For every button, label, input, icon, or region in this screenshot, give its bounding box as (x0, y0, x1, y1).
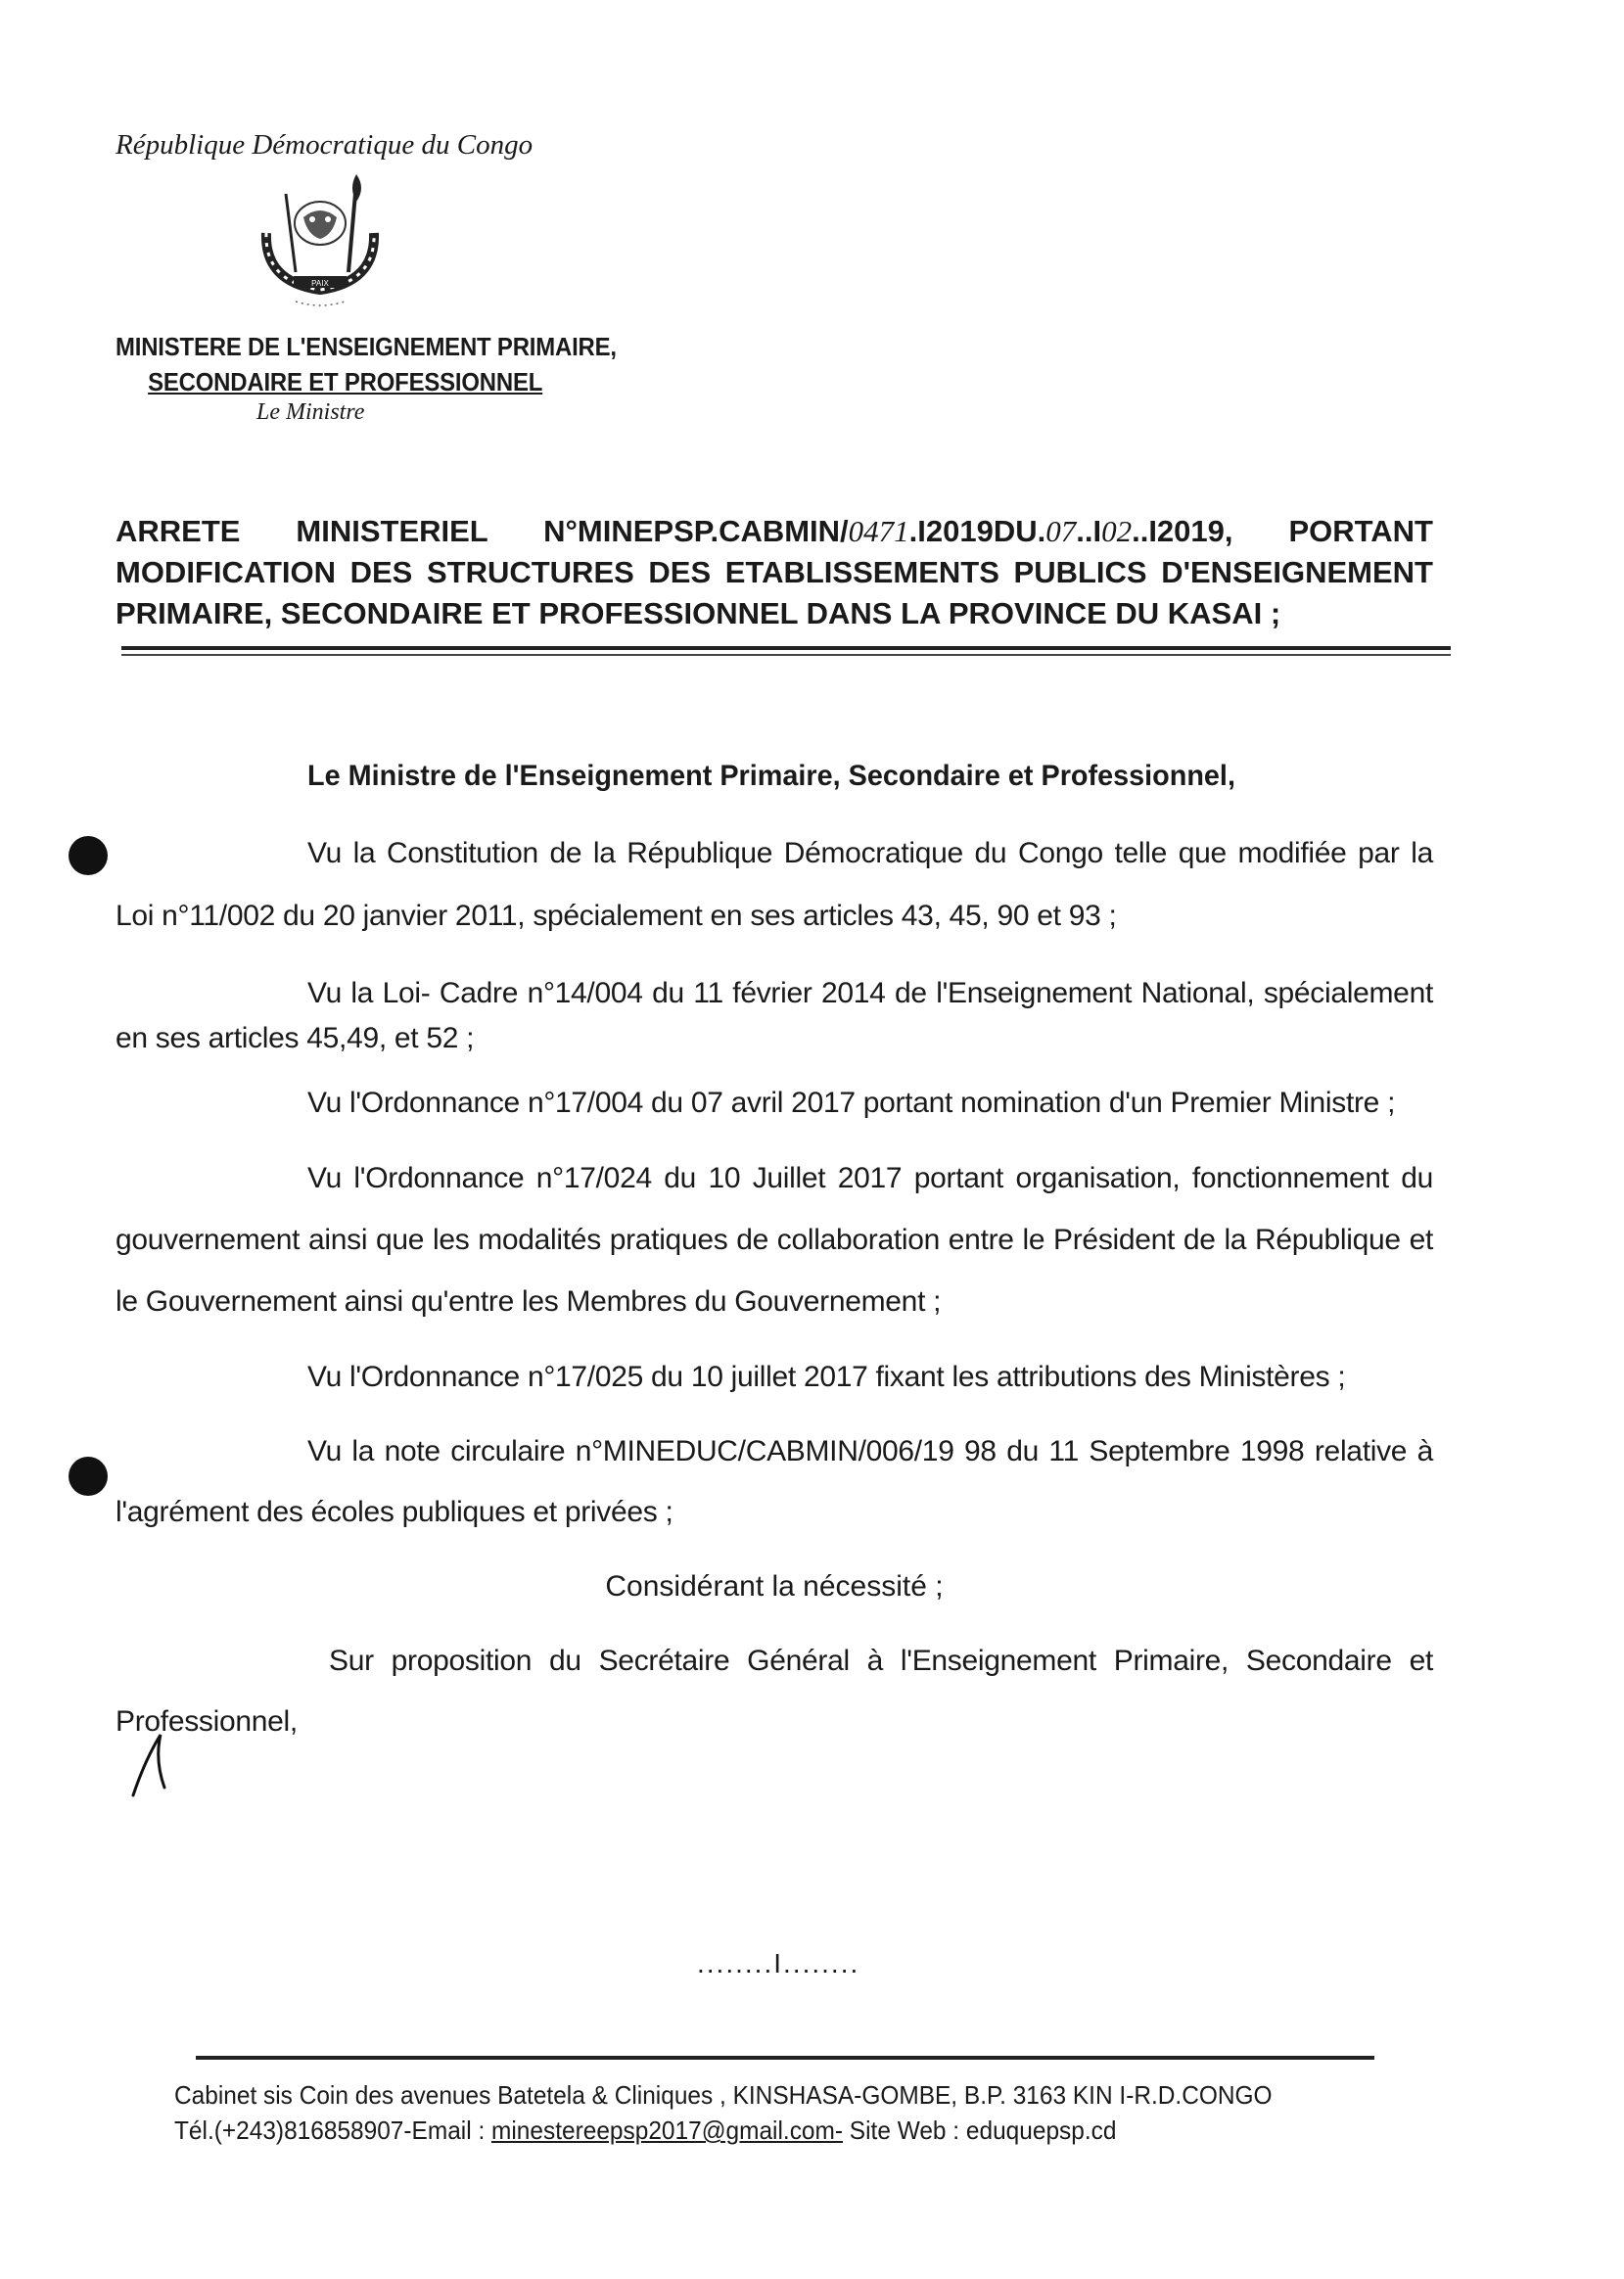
handwritten-day: 07 (1045, 514, 1077, 548)
footer-contact (174, 2077, 1273, 2148)
ministry-name (116, 329, 617, 399)
paragraph-ordonnance-024-text: Vu l'Ordonnance n°17/024 du 10 Juillet 2017 portant organisation, fonctionnement du gouvernement ainsi que les modalités pratiques de collaboration entre le Président de la République et le Gouvernement ainsi qu'entre les Membres du Gouvernement ; (116, 1162, 1433, 1318)
handwritten-initial-mark (125, 1731, 174, 1799)
paragraph-note-circulaire (116, 1421, 1433, 1543)
footer-email-link[interactable]: minestereepsp2017@gmail.com- (491, 2116, 844, 2145)
handwritten-number: 0471 (848, 514, 909, 548)
title-ref-mid: .I2019DU. (908, 514, 1046, 548)
title-line-1 (116, 511, 1433, 552)
minister-heading: Le Ministre de l'Enseignement Primaire, Secondaire et Professionnel, (307, 760, 1235, 792)
ministry-line-2: SECONDAIRE ET PROFESSIONNEL (148, 367, 543, 396)
paragraph-loi-cadre (116, 971, 1433, 1061)
ministry-line-1: MINISTERE DE L'ENSEIGNEMENT PRIMAIRE, (116, 332, 617, 361)
footer-rule (196, 2056, 1374, 2060)
footer-website: Site Web : eduquepsp.cd (843, 2116, 1117, 2145)
paragraph-ordonnance-025-text: Vu l'Ordonnance n°17/025 du 10 juillet 2017 fixant les attributions des Ministères ; (307, 1361, 1346, 1393)
title-line-3: PRIMAIRE, SECONDAIRE ET PROFESSIONNEL DANS LA PROVINCE DU KASAI ; (116, 596, 1281, 630)
svg-text:PAIX: PAIX (311, 279, 329, 288)
punch-hole-top (69, 836, 108, 875)
paragraph-constitution (116, 822, 1433, 948)
title-rule-thick (121, 646, 1451, 650)
title-rule-thin (121, 654, 1451, 656)
paragraph-proposition (116, 1631, 1433, 1752)
ministre-tag: Le Ministre (256, 399, 365, 425)
paragraph-constitution-text: Vu la Constitution de la République Démocratique du Congo telle que modifiée par la Loi n°11/002 du 20 janvier 2011, spécialement en ses articles 43, 45, 90 et 93 ; (116, 837, 1433, 932)
continuation-mark: ........I........ (697, 1948, 860, 1978)
paragraph-ordonnance-025 (116, 1355, 1433, 1400)
paragraph-note-circulaire-text: Vu la note circulaire n°MINEDUC/CABMIN/006/19 98 du 11 Septembre 1998 relative à l'agrément des écoles publiques et privées ; (116, 1435, 1433, 1528)
paragraph-ordonnance-024 (116, 1147, 1433, 1332)
republic-name: République Démocratique du Congo (116, 129, 534, 161)
coat-of-arms-emblem (247, 174, 394, 311)
title-ref-suffix: ..I2019, PORTANT (1132, 514, 1433, 548)
footer-contact-line (174, 2113, 1273, 2148)
footer-phone: Tél.(+243)816858907-Email : (174, 2116, 492, 2145)
paragraph-ordonnance-004 (116, 1081, 1433, 1126)
handwritten-month: 02 (1101, 514, 1133, 548)
paragraph-considerant: Considérant la nécessité ; (605, 1570, 944, 1603)
title-ref-prefix: ARRETE MINISTERIEL N°MINEPSP.CABMIN/ (116, 514, 849, 548)
decree-title (116, 511, 1433, 634)
footer-address: Cabinet sis Coin des avenues Batetela & Cliniques , KINSHASA-GOMBE, B.P. 3163 KIN I-R.D.CONGO (174, 2080, 1273, 2110)
paragraph-proposition-text: Sur proposition du Secrétaire Général à l'Enseignement Primaire, Secondaire et Professionnel, (116, 1645, 1433, 1738)
paragraph-loi-cadre-text: Vu la Loi- Cadre n°14/004 du 11 février 2014 de l'Enseignement National, spécialement en ses articles 45,49, et 52 ; (116, 977, 1433, 1054)
punch-hole-bottom (69, 1457, 108, 1496)
paragraph-ordonnance-004-text: Vu l'Ordonnance n°17/004 du 07 avril 2017 portant nomination d'un Premier Ministre ; (307, 1087, 1396, 1119)
title-ref-sep: ..I (1076, 514, 1102, 548)
title-line-2: MODIFICATION DES STRUCTURES DES ETABLISSEMENTS PUBLICS D'ENSEIGNEMENT (116, 555, 1433, 589)
